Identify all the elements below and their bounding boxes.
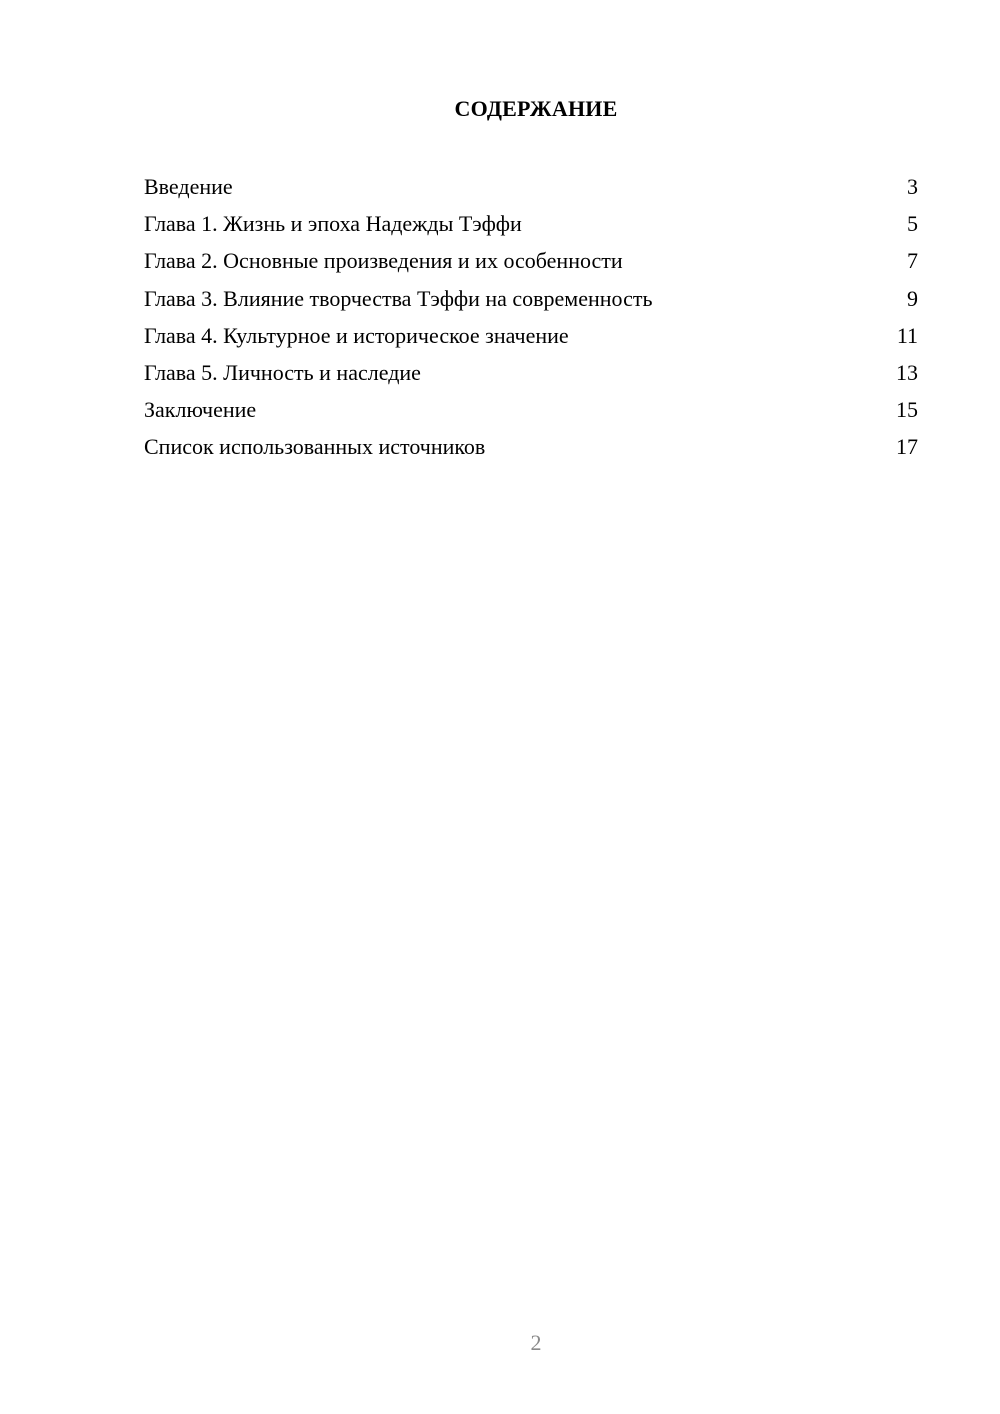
toc-entry-chapter-1 bbox=[144, 205, 918, 242]
toc-entry-page: 5 bbox=[907, 211, 918, 237]
toc-entry-label: Заключение bbox=[144, 397, 257, 423]
toc-entry-page: 7 bbox=[907, 248, 918, 274]
page-title: СОДЕРЖАНИЕ bbox=[454, 96, 618, 121]
toc-entry-label: Глава 4. Культурное и историческое значение bbox=[144, 322, 569, 348]
toc-entry-chapter-2 bbox=[144, 242, 918, 279]
toc-entry-label: Глава 5. Личность и наследие bbox=[144, 359, 421, 385]
toc-entry-introduction bbox=[144, 168, 918, 205]
toc-entry-references bbox=[144, 428, 918, 465]
toc-entry-page: 17 bbox=[896, 434, 918, 460]
toc-entry-page: 15 bbox=[896, 397, 918, 423]
toc-entry-chapter-3 bbox=[144, 280, 918, 317]
table-of-contents bbox=[144, 168, 918, 466]
page-number: 2 bbox=[530, 1330, 542, 1355]
toc-entry-label: Глава 1. Жизнь и эпоха Надежды Тэффи bbox=[144, 211, 522, 237]
toc-entry-label: Глава 2. Основные произведения и их особенности bbox=[144, 248, 623, 274]
toc-entry-page: 3 bbox=[907, 174, 918, 199]
toc-entry-page: 13 bbox=[896, 359, 918, 385]
toc-entry-chapter-5 bbox=[144, 354, 918, 391]
toc-entry-chapter-4 bbox=[144, 317, 918, 354]
toc-entry-conclusion bbox=[144, 391, 918, 428]
toc-entry-page: 11 bbox=[896, 322, 918, 348]
toc-entry-label: Список использованных источников bbox=[144, 434, 486, 460]
toc-entry-label: Введение bbox=[144, 174, 233, 199]
toc-entry-label: Глава 3. Влияние творчества Тэффи на современность bbox=[144, 285, 653, 311]
toc-entry-page: 9 bbox=[907, 285, 918, 311]
